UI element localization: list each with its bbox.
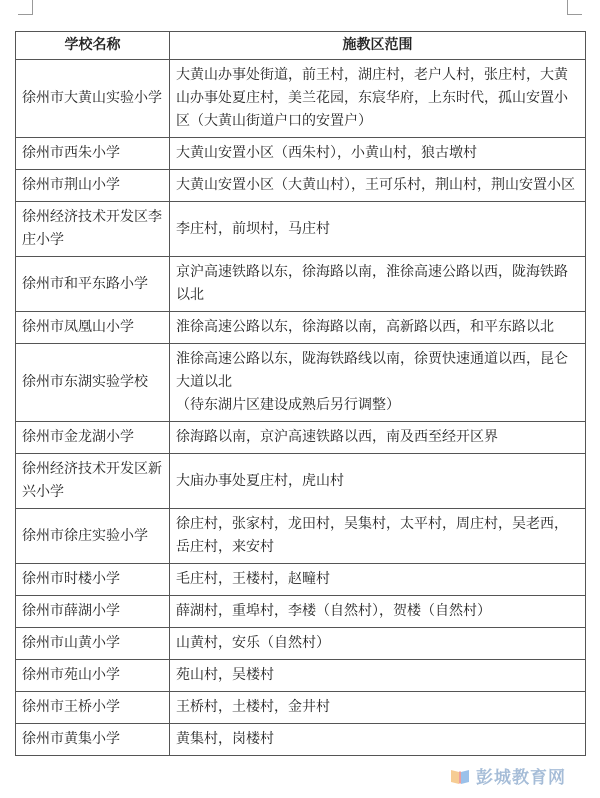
district-area-text: 黄集村，岗楼村 xyxy=(176,731,274,747)
book-logo-icon xyxy=(450,767,470,785)
school-name-cell: 徐州市金龙湖小学 xyxy=(16,422,170,454)
district-area-cell xyxy=(170,60,586,138)
district-area-text: 徐海路以南，京沪高速铁路以西，南及西至经开区界 xyxy=(176,429,498,445)
table-row xyxy=(16,344,586,422)
district-area-cell xyxy=(170,628,586,660)
table-row xyxy=(16,257,586,312)
district-area-text: 苑山村，吴楼村 xyxy=(176,667,274,683)
header-school-name: 学校名称 xyxy=(16,32,170,60)
district-area-text: 毛庄村，王楼村，赵疃村 xyxy=(176,571,330,587)
district-area-cell xyxy=(170,257,586,312)
district-area-cell xyxy=(170,170,586,202)
school-name-cell: 徐州市王桥小学 xyxy=(16,692,170,724)
school-name-cell: 徐州市东湖实验学校 xyxy=(16,344,170,422)
district-area-text: 大黄山安置小区（西朱村），小黄山村，狼古墩村 xyxy=(176,145,477,161)
table-row xyxy=(16,660,586,692)
district-area-text: 淮徐高速公路以东，陇海铁路线以南，徐贾快速通道以西，昆仑大道以北 xyxy=(176,351,568,390)
school-name-cell: 徐州市山黄小学 xyxy=(16,628,170,660)
district-area-text: 徐庄村，张家村，龙田村，吴集村，太平村，周庄村，吴老西，岳庄村，来安村 xyxy=(176,516,568,555)
table-row xyxy=(16,628,586,660)
school-name-cell: 徐州市西朱小学 xyxy=(16,138,170,170)
school-district-table xyxy=(15,31,586,756)
table-row xyxy=(16,422,586,454)
school-name-cell: 徐州市黄集小学 xyxy=(16,724,170,756)
school-name-cell: 徐州市时楼小学 xyxy=(16,564,170,596)
page-corner-mark-right xyxy=(567,0,582,15)
table-row xyxy=(16,60,586,138)
district-area-cell xyxy=(170,660,586,692)
table-row xyxy=(16,692,586,724)
district-area-cell xyxy=(170,454,586,509)
table-header-row xyxy=(16,32,586,60)
table-row xyxy=(16,312,586,344)
district-area-cell xyxy=(170,344,586,422)
district-area-text: 王桥村，土楼村，金井村 xyxy=(176,699,330,715)
table-row xyxy=(16,454,586,509)
school-name-cell: 徐州市和平东路小学 xyxy=(16,257,170,312)
table-row xyxy=(16,564,586,596)
school-name-cell: 徐州市苑山小学 xyxy=(16,660,170,692)
district-area-text: 大黄山办事处街道，前王村，湖庄村，老户人村，张庄村，大黄山办事处夏庄村，美兰花园，东宸华府，上东时代，孤山安置小区（大黄山街道户口的安置户） xyxy=(176,67,568,129)
district-area-cell xyxy=(170,724,586,756)
table-row xyxy=(16,724,586,756)
watermark xyxy=(450,763,566,788)
header-district-area: 施教区范围 xyxy=(170,32,586,60)
school-name-cell: 徐州市凤凰山小学 xyxy=(16,312,170,344)
district-area-text: 大黄山安置小区（大黄山村），王可乐村，荆山村，荆山安置小区 xyxy=(176,177,575,193)
school-name-cell: 徐州市大黄山实验小学 xyxy=(16,60,170,138)
table-row xyxy=(16,596,586,628)
school-name-cell: 徐州市荆山小学 xyxy=(16,170,170,202)
school-name-cell: 徐州经济技术开发区李庄小学 xyxy=(16,202,170,257)
table-row xyxy=(16,202,586,257)
district-area-cell xyxy=(170,564,586,596)
table-row xyxy=(16,170,586,202)
district-area-text: 淮徐高速公路以东，徐海路以南，高新路以西，和平东路以北 xyxy=(176,319,554,335)
district-area-cell xyxy=(170,202,586,257)
district-area-cell xyxy=(170,596,586,628)
watermark-text: 彭城教育网 xyxy=(476,768,566,788)
page-corner-mark-left xyxy=(18,0,33,15)
district-area-cell xyxy=(170,138,586,170)
district-area-note: （待东湖片区建设成熟后另行调整） xyxy=(176,397,400,413)
district-area-text: 山黄村，安乐（自然村） xyxy=(176,635,330,651)
district-area-text: 李庄村，前坝村，马庄村 xyxy=(176,220,330,237)
district-area-text: 大庙办事处夏庄村，虎山村 xyxy=(176,472,344,489)
district-area-cell xyxy=(170,312,586,344)
table-row xyxy=(16,138,586,170)
table-row xyxy=(16,509,586,564)
district-area-text: 京沪高速铁路以东，徐海路以南，淮徐高速公路以西，陇海铁路以北 xyxy=(176,264,568,303)
district-area-cell xyxy=(170,692,586,724)
district-area-text: 薛湖村，重埠村，李楼（自然村），贺楼（自然村） xyxy=(176,603,491,619)
school-name-cell: 徐州市徐庄实验小学 xyxy=(16,509,170,564)
district-area-cell xyxy=(170,422,586,454)
school-name-cell: 徐州市薛湖小学 xyxy=(16,596,170,628)
school-name-cell: 徐州经济技术开发区新兴小学 xyxy=(16,454,170,509)
district-area-cell xyxy=(170,509,586,564)
